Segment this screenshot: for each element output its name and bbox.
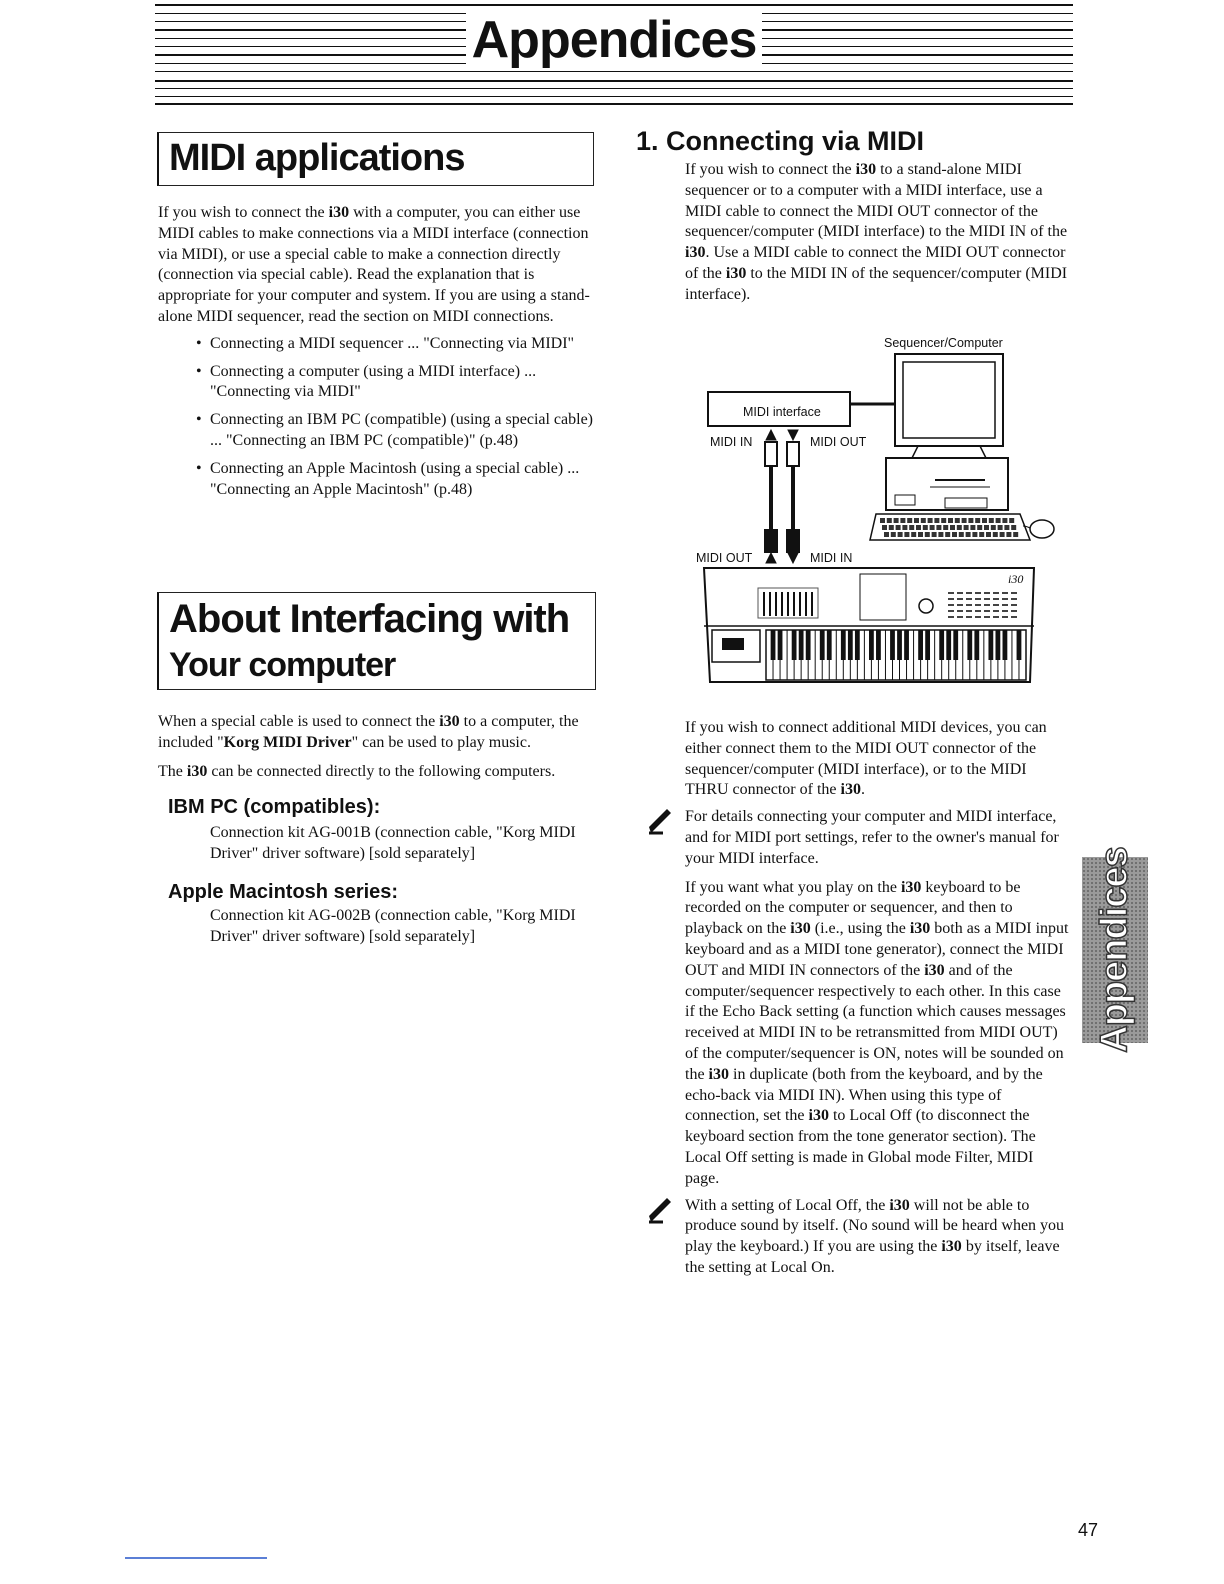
- midi-interface-label: MIDI interface: [743, 405, 821, 419]
- page-number: 47: [1078, 1520, 1099, 1540]
- note-1-text: For details connecting your computer and MIDI interface, and for MIDI port settings, refer to the owner's manual for your MIDI interface.: [685, 808, 1059, 867]
- connecting-paragraph-2: If you wish to connect additional MIDI devices, you can either connect them to the MIDI OUT connector of the sequencer/computer (MIDI interface), or to the MIDI THRU connector of the i30.: [685, 719, 1047, 799]
- page-title: Appendices: [155, 14, 1073, 66]
- midi-out-bottom-label: MIDI OUT: [696, 551, 753, 565]
- midi-in-bottom-label: MIDI IN: [810, 551, 853, 565]
- bottom-rule: [125, 1557, 267, 1559]
- pencil-note-icon: [647, 807, 675, 835]
- midi-applications-heading: MIDI applications: [169, 137, 465, 179]
- midi-in-top-label: MIDI IN: [710, 435, 753, 449]
- connection-option-item: • Connecting an Apple Macintosh (using a special cable) ... "Connecting an Apple Macintosh" (p.48): [210, 459, 593, 501]
- appendices-side-tab: [1082, 847, 1148, 1053]
- note-2-text: With a setting of Local Off, the i30 will not be able to produce sound by itself. (No sound will be heard when you play the keyboard.) If you are using the i30 by itself, leave the setting at Local On.: [685, 1196, 1065, 1276]
- computer-mouse: [1030, 520, 1054, 538]
- mac-kit-text: Connection kit AG-002B (connection cable, "Korg MIDI Driver" driver software) [sold separately]: [210, 906, 576, 945]
- about-interfacing-box: [157, 592, 596, 690]
- ibm-heading: IBM PC (compatibles):: [168, 796, 381, 819]
- page-header: [155, 0, 1073, 106]
- piano-keys: [766, 630, 1026, 680]
- about-paragraph-2: The i30 can be connected directly to the following computers.: [158, 762, 556, 780]
- i30-keyboard: [704, 568, 1034, 682]
- connection-option-item: • Connecting an IBM PC (compatible) (using a special cable) ... "Connecting an IBM PC (compatible)" (p.48): [210, 410, 593, 452]
- about-paragraph-1: When a special cable is used to connect the i30 to a computer, the included "Korg MIDI Driver" can be used to play music.: [158, 713, 579, 751]
- note-2: [685, 1196, 1070, 1279]
- connection-options-list: [158, 334, 593, 501]
- about-interfacing-heading-line1: About Interfacing with: [169, 597, 570, 641]
- note-1: [685, 807, 1070, 869]
- connecting-paragraph-3: If you want what you play on the i30 keyboard to be recorded on the computer or sequencer, and then to playback on the i30 (i.e., using the i30 both as a MIDI input keyboard and as a MIDI tone generator), connect the MIDI OUT and MIDI IN connectors of the i30 and of the computer/sequencer respectively to each other. In this case if the Echo Back setting (a function which causes messages received at MIDI IN to be retransmitted from MIDI OUT) of the computer/sequencer is ON, notes will be sounded on the i30 in duplicate (both from the keyboard, and by the echo-back via MIDI IN). When using this type of connection, set the i30 to Local Off (to disconnect the keyboard section from the tone generator section). The Local Off setting is made in Global mode Filter, MIDI page.: [685, 878, 1069, 1187]
- connecting-via-midi-heading: 1. Connecting via MIDI: [636, 126, 925, 156]
- midi-intro-paragraph: If you wish to connect the i30 with a computer, you can either use MIDI cables to make connections via a MIDI interface (connection via MIDI), or use a special cable to make a connection directly (connection via special cable). Read the explanation that is appropriate for your computer and system. If you are using a stand-alone MIDI sequencer, read the section on MIDI connections.: [158, 204, 590, 325]
- computer-monitor: [886, 354, 1008, 510]
- ibm-kit-text: Connection kit AG-001B (connection cable, "Korg MIDI Driver" driver software) [sold separately]: [210, 824, 576, 863]
- mac-heading: Apple Macintosh series:: [168, 880, 399, 903]
- midi-applications-box: [157, 132, 594, 186]
- connection-option-item: • Connecting a computer (using a MIDI interface) ... "Connecting via MIDI": [210, 362, 593, 404]
- sequencer-computer-label: Sequencer/Computer: [884, 336, 1003, 350]
- connection-option-item: • Connecting a MIDI sequencer ... "Connecting via MIDI": [210, 334, 593, 355]
- connecting-paragraph-1: If you wish to connect the i30 to a stand-alone MIDI sequencer or to a computer with a MIDI interface, use a MIDI cable to connect the MIDI OUT connector of the sequencer/computer (MIDI interface) to the MIDI IN of the i30. Use a MIDI cable to connect the MIDI OUT connector of the i30 to the MIDI IN of the sequencer/computer (MIDI interface).: [685, 161, 1068, 303]
- i30-logo: i30: [1008, 572, 1024, 586]
- computer-keyboard: [870, 514, 1054, 540]
- midi-out-top-label: MIDI OUT: [810, 435, 867, 449]
- midi-connection-diagram: [690, 330, 1060, 695]
- about-interfacing-heading-line2: Your computer: [169, 646, 396, 684]
- pencil-note-icon: [647, 1196, 675, 1224]
- side-tab-label: Appendices: [1093, 847, 1136, 1053]
- midi-cables: [765, 430, 799, 563]
